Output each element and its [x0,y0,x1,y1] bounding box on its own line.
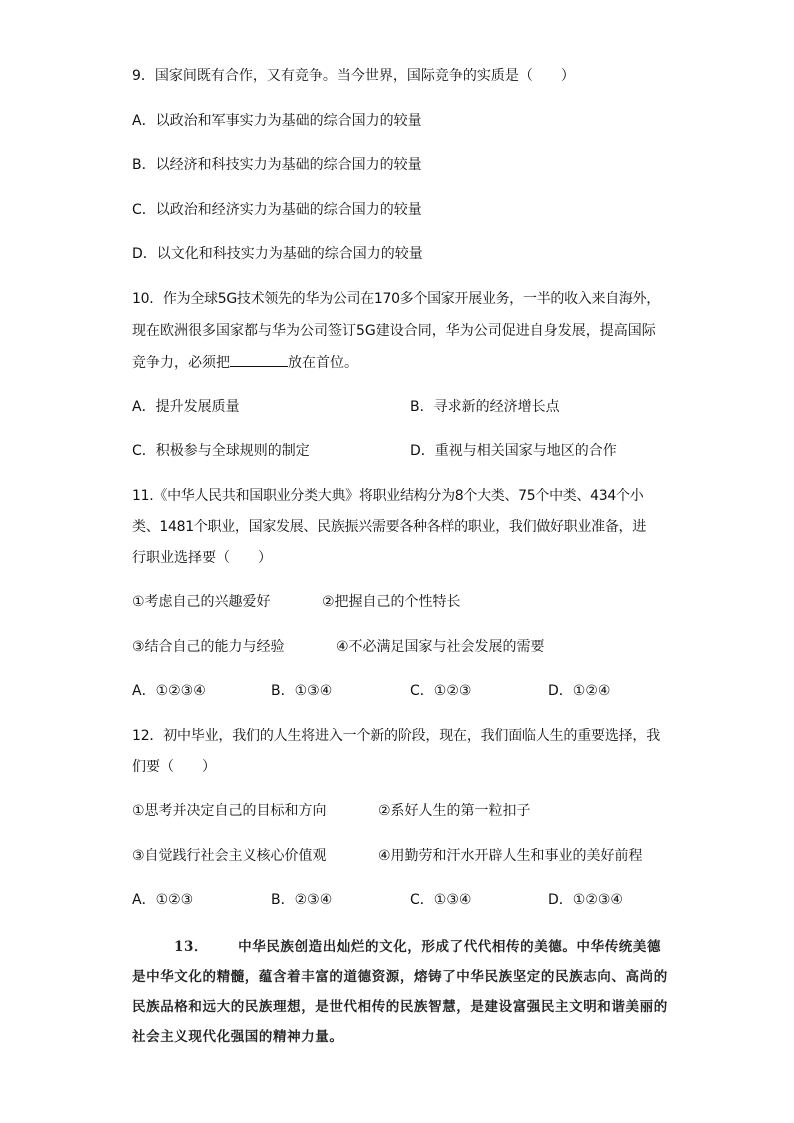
q12-statement-2: ②系好人生的第一粒扣子 [378,803,531,819]
q12-statement-1: ①思考并决定自己的目标和方向 [132,803,327,819]
q9-option-c: C．以政治和经济实力为基础的综合国力的较量 [132,202,422,218]
q9-option-a: A．以政治和军事实力为基础的综合国力的较量 [132,113,422,129]
q11-option-c: C．①②③ [410,683,472,699]
q9-option-d: D．以文化和科技实力为基础的综合国力的较量 [132,246,423,262]
q13-text: 中华民族创造出灿烂的文化，形成了代代相传的美德。中华传统美德是中华文化的精髓，蕴含着丰富的道德资源，熔铸了中华民族坚定的民族志向、高尚的民族品格和远大的民族理想，是世代相传的民族智慧，是建设富强民主文明和谐美丽的社会主义现代化强国的精神力量。 [132,939,668,1045]
q10-option-a: A．提升发展质量 [132,399,240,415]
q10-stem-line-1: 10．作为全球5G技术领先的华为公司在170多个国家开展业务，一半的收入来自海外， [132,291,660,307]
q12-option-a: A．①②③ [132,892,194,908]
q10-option-c: C．积极参与全球规则的制定 [132,443,310,459]
q10-stem-line-3 [132,352,358,373]
q11-statement-4: ④不必满足国家与社会发展的需要 [336,639,545,655]
q10-stem-before-blank: 竞争力，必须把 [132,355,230,371]
q11-statement-1: ①考虑自己的兴趣爱好 [132,594,271,610]
q11-statement-3: ③结合自己的能力与经验 [132,639,285,655]
q9-stem: 9．国家间既有合作，又有竞争。当今世界，国际竞争的实质是（ ） [132,68,575,84]
q9-option-b: B．以经济和科技实力为基础的综合国力的较量 [132,157,422,173]
q12-statement-4: ④用勤劳和汗水开辟人生和事业的美好前程 [378,848,643,864]
answer-blank [230,352,288,367]
q12-stem-line-1: 12．初中毕业，我们的人生将进入一个新的阶段，现在，我们面临人生的重要选择，我 [132,728,661,744]
q10-stem-after-blank: 放在首位。 [288,355,358,371]
q11-stem-line-2: 类、1481个职业，国家发展、民族振兴需要各种各样的职业，我们做好职业准备，进 [132,519,646,535]
q12-option-d: D．①②③④ [548,892,623,908]
q11-option-b: B．①③④ [271,683,333,699]
q11-option-a: A．①②③④ [132,683,206,699]
q13-passage [132,932,670,1052]
q12-statement-3: ③自觉践行社会主义核心价值观 [132,848,327,864]
q13-number: 13． [174,939,209,955]
q11-stem-line-3: 行职业选择要（ ） [132,550,272,566]
q12-stem-line-2: 们要（ ） [132,759,216,775]
q10-option-d: D．重视与相关国家与地区的合作 [410,443,617,459]
q11-option-d: D．①②④ [548,683,611,699]
q10-option-b: B．寻求新的经济增长点 [410,399,560,415]
q12-option-c: C．①③④ [410,892,472,908]
q11-statement-2: ②把握自己的个性特长 [322,594,461,610]
q12-option-b: B．②③④ [271,892,333,908]
q10-stem-line-2: 现在欧洲很多国家都与华为公司签订5G建设合同，华为公司促进自身发展，提高国际 [132,323,656,339]
q11-stem-line-1: 11.《中华人民共和国职业分类大典》将职业结构分为8个大类、75个中类、434个小 [132,488,644,504]
